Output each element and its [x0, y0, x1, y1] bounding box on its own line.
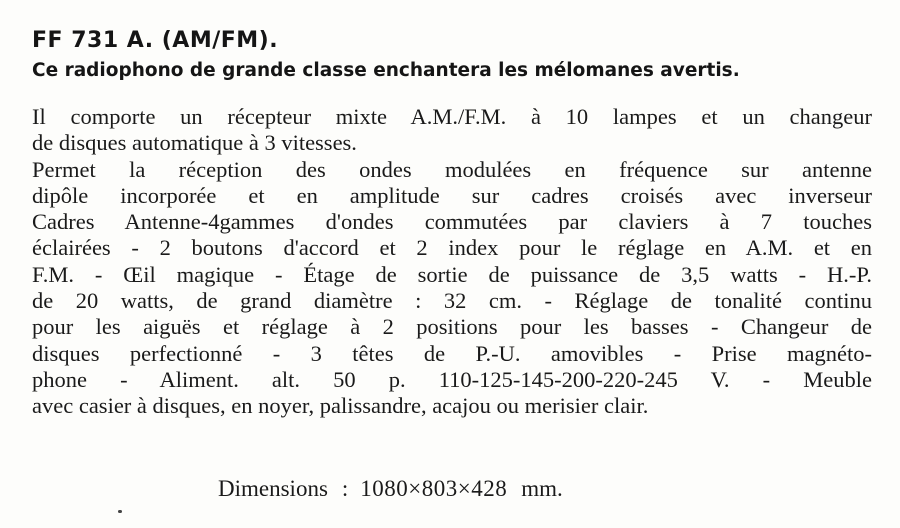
print-speck: [118, 510, 122, 513]
dimensions-unit: mm.: [521, 476, 563, 501]
description-line: avec casier à disques, en noyer, palissandre, acajou ou merisier clair.: [32, 393, 649, 419]
tagline: Ce radiophono de grande classe enchantera les mélomanes avertis.: [32, 60, 740, 81]
description-line: Il comporte un récepteur mixte A.M./F.M. à 10 lampes et un changeur: [32, 104, 872, 129]
description-line: phone - Aliment. alt. 50 p. 110-125-145-200-220-245 V. - Meuble: [32, 366, 872, 392]
description-line: Cadres Antenne-4gammes d'ondes commutées par claviers à 7 touches: [32, 209, 872, 235]
dimensions-label: Dimensions: [218, 476, 328, 501]
model-title: FF 731 A. (AM/FM).: [32, 28, 279, 53]
description-line: de disques automatique à 3 vitesses.: [32, 130, 357, 156]
description-paragraph: [32, 104, 872, 420]
description-line: dipôle incorporée et en amplitude sur cadres croisés avec inverseur: [32, 182, 872, 208]
description-line: Permet la réception des ondes modulées en fréquence sur antenne: [32, 156, 872, 182]
description-line: disques perfectionné - 3 têtes de P.-U. amovibles - Prise magnéto-: [32, 340, 872, 366]
dimensions-separator: :: [341, 476, 349, 501]
description-line: F.M. - Œil magique - Étage de sortie de puissance de 3,5 watts - H.-P.: [32, 261, 872, 287]
description-line: de 20 watts, de grand diamètre : 32 cm. - Réglage de tonalité continu: [32, 288, 872, 314]
description-line: pour les aiguës et réglage à 2 positions pour les basses - Changeur de: [32, 314, 872, 340]
dimensions-value: 1080×803×428: [360, 476, 508, 501]
dimensions-line: [218, 476, 563, 502]
description-line: éclairées - 2 boutons d'accord et 2 index pour le réglage en A.M. et en: [32, 235, 872, 261]
